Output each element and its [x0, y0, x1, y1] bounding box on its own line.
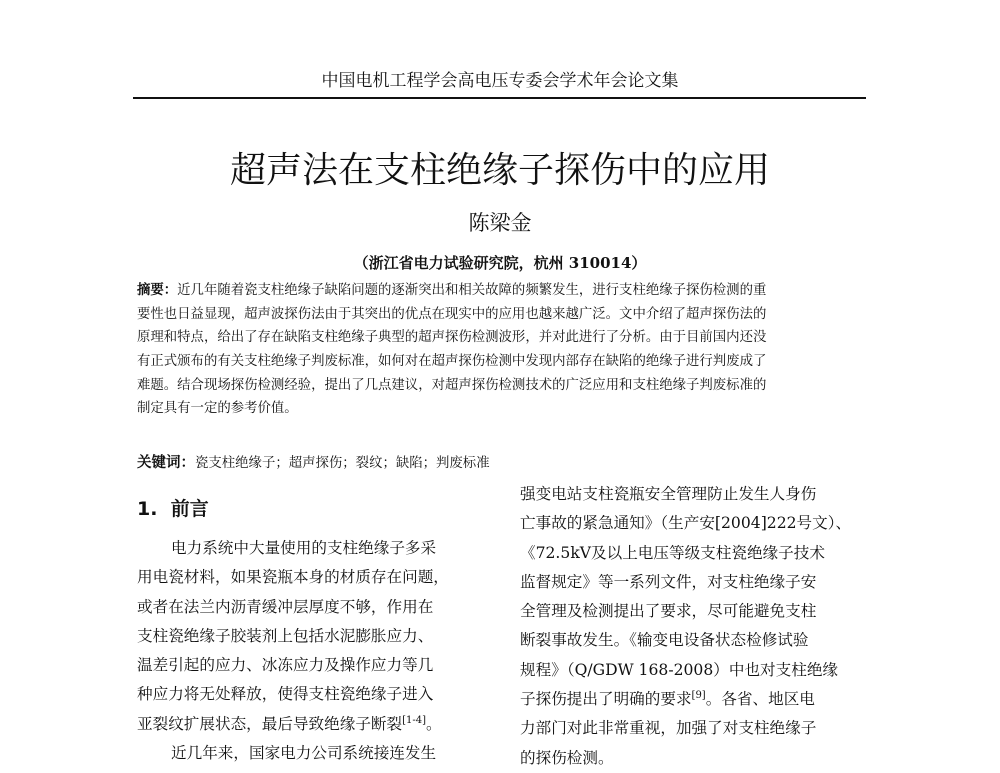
- abstract-line: 要性也日益显现，超声波探伤法由于其突出的优点在现实中的应用也越来越广泛。文中介绍了超声探伤法的: [137, 306, 767, 322]
- paragraph-line: 种应力将无处释放，使得支柱瓷绝缘子进入: [137, 685, 434, 704]
- author-name: 陈梁金: [468, 211, 532, 235]
- section-title: 前言: [170, 498, 209, 520]
- abstract-line: 原理和特点，给出了存在缺陷支柱绝缘子典型的超声探伤检测波形，并对此进行了分析。由于目前国内还没: [137, 330, 767, 346]
- paragraph-line: 的探伤检测。: [520, 748, 614, 767]
- abstract-line: 制定具有一定的参考价值。: [137, 401, 298, 417]
- paragraph-line: 强变电站支柱瓷瓶安全管理防止发生人身伤: [520, 485, 817, 503]
- abstract: [137, 279, 866, 421]
- paragraph-line: 支柱瓷绝缘子胶装剂上包括水泥膨胀应力、: [137, 626, 434, 645]
- keywords-text: 瓷支柱绝缘子；超声探伤；裂纹；缺陷；判废标准: [195, 456, 490, 471]
- abstract-text: 近几年随着瓷支柱绝缘子缺陷问题的逐渐突出和相关故障的频繁发生，进行支柱绝缘子探伤检测的重: [177, 283, 767, 298]
- affiliation: （浙江省电力试验研究院，杭州 310014）: [353, 254, 647, 272]
- paragraph-line: 力部门对此非常重视，加强了对支柱绝缘子: [520, 719, 817, 738]
- section-number: 1.: [137, 498, 158, 520]
- running-head: 中国电机工程学会高电压专委会学术年会论文集: [321, 71, 679, 91]
- paragraph-text: 。各省、地区电: [705, 690, 815, 709]
- keywords: [137, 451, 866, 472]
- paragraph-line: 亡事故的紧急通知》（生产安[2004]222号文）、: [520, 514, 852, 533]
- paragraph-line: [520, 685, 866, 714]
- abstract-line: 难题。结合现场探伤检测经验，提出了几点建议，对超声探伤检测技术的广泛应用和支柱绝缘子判废标准的: [137, 377, 767, 393]
- citation: [1-4]: [402, 714, 427, 726]
- paragraph-line: 全管理及检测提出了要求，尽可能避免支柱: [520, 602, 817, 621]
- paragraph-line: 电力系统中大量使用的支柱绝缘子多采: [171, 539, 437, 557]
- keywords-label: 关键词：: [137, 455, 195, 471]
- paragraph-line: 近几年来，国家电力公司系统接连发生: [171, 744, 437, 763]
- abstract-line: 有正式颁布的有关支柱绝缘子判废标准，如何对在超声探伤检测中发现内部存在缺陷的绝缘子进行判废成了: [137, 354, 767, 370]
- paragraph-line: 温差引起的应力、冰冻应力及操作应力等几: [137, 656, 434, 675]
- paper-title: 超声法在支柱绝缘子探伤中的应用: [229, 150, 770, 191]
- section-heading: [137, 494, 209, 521]
- citation: [9]: [691, 689, 706, 701]
- paragraph-line: [137, 710, 487, 739]
- paragraph-line: 规程》（Q/GDW 168-2008）中也对支柱绝缘: [520, 660, 839, 679]
- paragraph-text: 亚裂纹扩展状态，最后导致绝缘子断裂: [137, 714, 403, 733]
- paragraph-line: 监督规定》等一系列文件，对支柱绝缘子安: [520, 572, 817, 591]
- abstract-line: [137, 279, 866, 303]
- right-column: [520, 480, 866, 773]
- left-column: [137, 534, 487, 768]
- header-rule: [133, 97, 866, 99]
- paragraph-line: 断裂事故发生。《输变电设备状态检修试验: [520, 631, 809, 650]
- paragraph-text: 。: [426, 714, 442, 733]
- paragraph-line: 或者在法兰内沥青缓冲层厚度不够，作用在: [137, 597, 434, 616]
- paragraph-line: 《72.5kV及以上电压等级支柱瓷绝缘子技术: [520, 543, 825, 562]
- paragraph-line: 用电瓷材料，如果瓷瓶本身的材质存在问题，: [137, 568, 449, 587]
- paragraph-text: 子探伤提出了明确的要求: [520, 690, 692, 709]
- abstract-label: 摘要：: [137, 283, 178, 298]
